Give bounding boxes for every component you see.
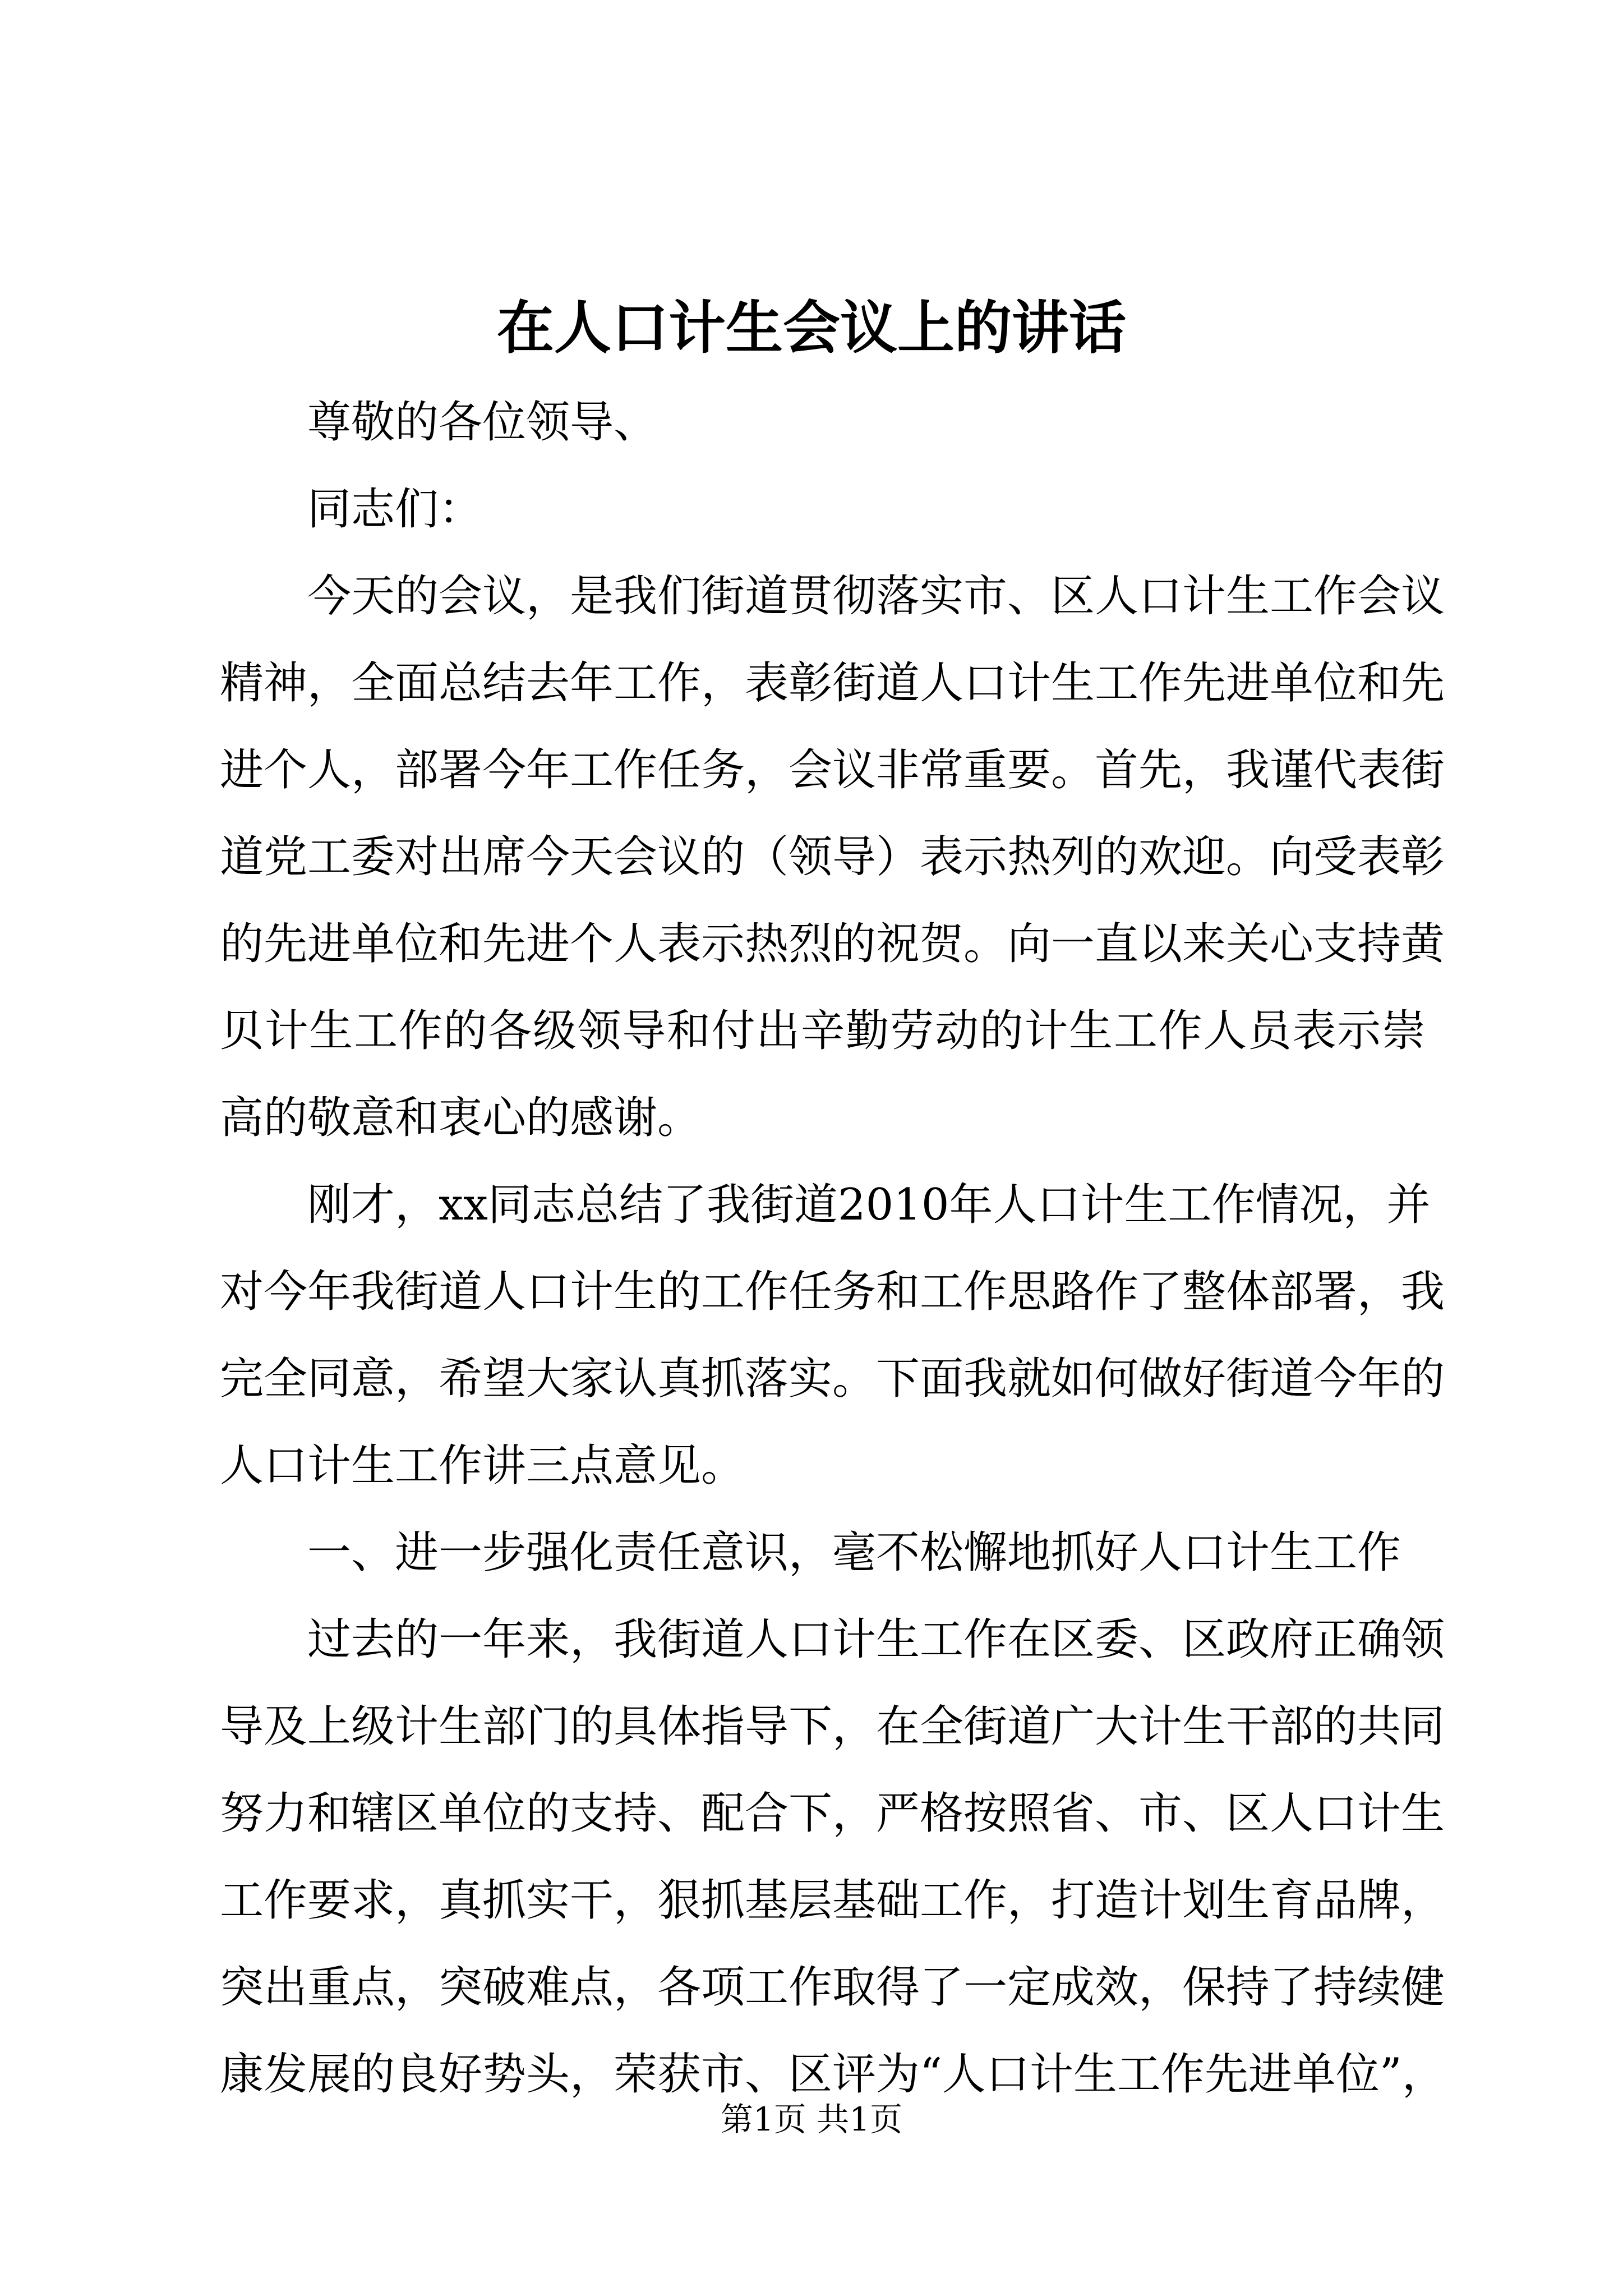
text-line: 康发展的良好势头，荣获市、区评为“人口计生工作先进单位”，: [220, 2049, 1446, 2100]
document-title: 在人口计生会议上的讲话: [497, 295, 1126, 362]
text-line: 今天的会议，是我们街道贯彻落实市、区人口计生工作会议: [307, 571, 1445, 622]
text-line: 进个人，部署今年工作任务，会议非常重要。首先，我谨代表街: [220, 745, 1445, 795]
text-line: 完全同意，希望大家认真抓落实。下面我就如何做好街道今年的: [220, 1354, 1445, 1404]
text-line: 同志们：: [307, 484, 483, 535]
text-line: 导及上级计生部门的具体指导下，在全街道广大计生干部的共同: [220, 1701, 1445, 1752]
text-line: 道党工委对出席今天会议的（领导）表示热列的欢迎。向受表彰: [220, 832, 1445, 882]
page-footer: 第1页 共1页: [720, 2100, 903, 2138]
text-line: 对今年我街道人口计生的工作任务和工作思路作了整体部署，我: [220, 1267, 1445, 1317]
text-line: 的先进单位和先进个人表示热烈的祝贺。向一直以来关心支持黄: [220, 919, 1445, 969]
text-line: 刚才，xx同志总结了我街道2010年人口计生工作情况，并: [307, 1180, 1431, 1230]
text-line: 尊敬的各位领导、: [307, 397, 658, 448]
text-line: 工作要求，真抓实干，狠抓基层基础工作，打造计划生育品牌，: [220, 1875, 1445, 1926]
text-line: 一、进一步强化责任意识，毫不松懈地抓好人口计生工作: [307, 1527, 1401, 1578]
text-line: 贝计生工作的各级领导和付出辛勤劳动的计生工作人员表示崇: [220, 1006, 1426, 1056]
text-line: 精神，全面总结去年工作，表彰街道人口计生工作先进单位和先: [220, 658, 1445, 708]
text-line: 过去的一年来，我街道人口计生工作在区委、区政府正确领: [307, 1614, 1445, 1665]
text-line: 努力和辖区单位的支持、配合下，严格按照省、市、区人口计生: [220, 1788, 1445, 1839]
text-line: 人口计生工作讲三点意见。: [220, 1441, 745, 1491]
text-line: 突出重点，突破难点，各项工作取得了一定成效，保持了持续健: [220, 1962, 1445, 2013]
text-line: 高的敬意和衷心的感谢。: [220, 1093, 702, 1143]
document-body: [220, 379, 1446, 2118]
